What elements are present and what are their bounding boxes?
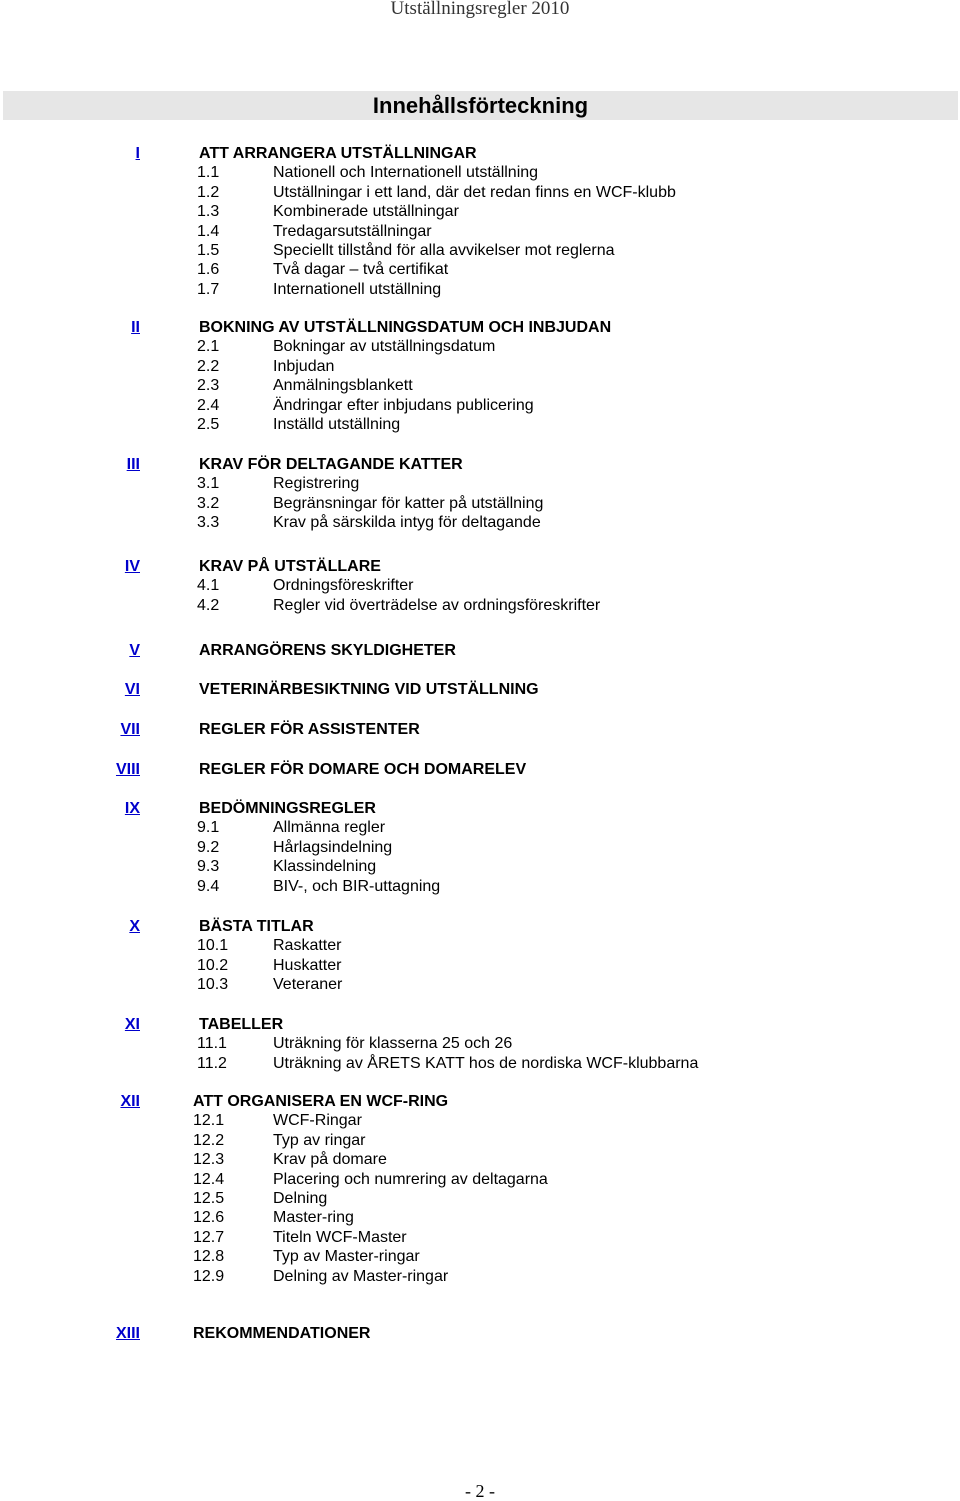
section-heading: ARRANGÖRENS SKYLDIGHETER bbox=[199, 642, 456, 659]
subsection-title: Internationell utställning bbox=[273, 280, 442, 298]
subsection-number: 3.2 bbox=[197, 494, 220, 512]
subsection-title: Krav på särskilda intyg för deltagande bbox=[273, 514, 541, 532]
section-numeral-link[interactable]: IV bbox=[124, 558, 140, 575]
section-heading: ATT ARRANGERA UTSTÄLLNINGAR bbox=[199, 145, 477, 162]
subsection-title: Typ av Master-ringar bbox=[273, 1248, 420, 1266]
subsection-title: Ordningsföreskrifter bbox=[273, 577, 414, 595]
subsection-number: 1.6 bbox=[197, 261, 220, 279]
subsection-title: Kombinerade utställningar bbox=[273, 203, 459, 221]
subsection-title: Inställd utställning bbox=[273, 415, 401, 433]
subsection-title: Raskatter bbox=[273, 937, 342, 955]
subsection-title: Allmänna regler bbox=[273, 819, 386, 837]
section-heading: KRAV FÖR DELTAGANDE KATTER bbox=[199, 456, 463, 473]
section-heading: REGLER FÖR DOMARE OCH DOMARELEV bbox=[199, 761, 527, 778]
toc-title-bar bbox=[3, 91, 958, 120]
subsection-number: 2.4 bbox=[197, 396, 220, 414]
section-heading: BOKNING AV UTSTÄLLNINGSDATUM OCH INBJUDAN bbox=[199, 319, 612, 336]
page-title: Innehållsförteckning bbox=[372, 93, 589, 118]
subsection-title: Registrering bbox=[273, 475, 360, 493]
subsection-number: 9.1 bbox=[197, 819, 220, 837]
subsection-title: Bokningar av utställningsdatum bbox=[273, 338, 496, 356]
subsection-title: Huskatter bbox=[273, 956, 342, 974]
subsection-number: 4.1 bbox=[197, 577, 220, 595]
section-numeral-link[interactable]: III bbox=[126, 456, 140, 473]
subsection-title: Typ av ringar bbox=[273, 1131, 366, 1149]
section-numeral-link[interactable]: V bbox=[129, 642, 140, 659]
section-numeral-link[interactable]: VII bbox=[120, 721, 140, 738]
page-number: - 2 - bbox=[465, 1481, 495, 1501]
subsection-title: Nationell och Internationell utställning bbox=[273, 164, 539, 182]
subsection-number: 1.5 bbox=[197, 241, 220, 259]
section-heading: ATT ORGANISERA EN WCF-RING bbox=[193, 1093, 449, 1110]
subsection-number: 12.9 bbox=[193, 1267, 225, 1285]
subsection-number: 1.7 bbox=[197, 280, 220, 298]
section-heading: BEDÖMNINGSREGLER bbox=[199, 800, 376, 817]
subsection-title: Uträkning av ÅRETS KATT hos de nordiska WCF-klubbarna bbox=[273, 1054, 699, 1072]
subsection-number: 10.1 bbox=[197, 937, 229, 955]
subsection-number: 3.1 bbox=[197, 475, 220, 493]
section-heading: BÄSTA TITLAR bbox=[199, 918, 314, 935]
section-numeral-link[interactable]: I bbox=[135, 145, 140, 162]
subsection-title: Titeln WCF-Master bbox=[273, 1228, 407, 1246]
section-numeral-link[interactable]: XIII bbox=[115, 1325, 140, 1342]
subsection-title: Utställningar i ett land, där det redan finns en WCF-klubb bbox=[273, 183, 676, 201]
subsection-title: Krav på domare bbox=[273, 1151, 387, 1169]
subsection-title: Tredagarsutställningar bbox=[273, 222, 432, 240]
subsection-number: 4.2 bbox=[197, 596, 220, 614]
subsection-number: 1.3 bbox=[197, 203, 220, 221]
section-numeral-link[interactable]: II bbox=[131, 319, 140, 336]
subsection-number: 12.7 bbox=[193, 1228, 225, 1246]
subsection-title: Ändringar efter inbjudans publicering bbox=[273, 396, 534, 414]
section-heading: REGLER FÖR ASSISTENTER bbox=[199, 721, 420, 738]
section-numeral-link[interactable]: XII bbox=[120, 1093, 140, 1110]
subsection-number: 10.2 bbox=[197, 956, 229, 974]
subsection-number: 12.3 bbox=[193, 1151, 225, 1169]
section-numeral-link[interactable]: X bbox=[129, 918, 140, 935]
subsection-number: 1.4 bbox=[197, 222, 220, 240]
section-heading: REKOMMENDATIONER bbox=[193, 1325, 371, 1342]
subsection-number: 12.8 bbox=[193, 1248, 225, 1266]
subsection-number: 2.1 bbox=[197, 338, 220, 356]
subsection-title: Delning av Master-ringar bbox=[273, 1267, 449, 1285]
subsection-number: 9.4 bbox=[197, 877, 220, 895]
subsection-number: 12.6 bbox=[193, 1209, 225, 1227]
subsection-number: 9.3 bbox=[197, 858, 220, 876]
subsection-title: Uträkning för klasserna 25 och 26 bbox=[273, 1035, 513, 1053]
subsection-number: 3.3 bbox=[197, 514, 220, 532]
subsection-number: 9.2 bbox=[197, 838, 220, 856]
subsection-number: 12.5 bbox=[193, 1189, 225, 1207]
subsection-title: Hårlagsindelning bbox=[273, 838, 393, 856]
subsection-title: Speciellt tillstånd för alla avvikelser mot reglerna bbox=[273, 241, 615, 259]
section-heading: KRAV PÅ UTSTÄLLARE bbox=[199, 558, 381, 575]
section-numeral-link[interactable]: IX bbox=[124, 800, 140, 817]
subsection-title: Regler vid överträdelse av ordningsföreskrifter bbox=[273, 596, 601, 614]
subsection-number: 10.3 bbox=[197, 976, 229, 994]
section-numeral-link[interactable]: VI bbox=[124, 681, 140, 698]
subsection-title: Anmälningsblankett bbox=[273, 377, 413, 395]
section-numeral-link[interactable]: VIII bbox=[115, 761, 140, 778]
subsection-title: Master-ring bbox=[273, 1209, 354, 1227]
subsection-number: 12.2 bbox=[193, 1131, 225, 1149]
subsection-number: 2.5 bbox=[197, 415, 220, 433]
section-heading: VETERINÄRBESIKTNING VID UTSTÄLLNING bbox=[199, 681, 539, 698]
subsection-number: 2.3 bbox=[197, 377, 220, 395]
section-numeral-link[interactable]: XI bbox=[124, 1016, 140, 1033]
section-heading: TABELLER bbox=[199, 1016, 284, 1033]
running-header: Utställningsregler 2010 bbox=[390, 0, 570, 19]
subsection-number: 1.2 bbox=[197, 183, 220, 201]
subsection-number: 12.4 bbox=[193, 1170, 225, 1188]
subsection-title: Två dagar – två certifikat bbox=[273, 261, 449, 279]
subsection-title: WCF-Ringar bbox=[273, 1112, 362, 1130]
subsection-title: Klassindelning bbox=[273, 858, 377, 876]
subsection-number: 2.2 bbox=[197, 357, 220, 375]
subsection-title: Placering och numrering av deltagarna bbox=[273, 1170, 548, 1188]
subsection-title: Veteraner bbox=[273, 976, 343, 994]
subsection-number: 12.1 bbox=[193, 1112, 225, 1130]
subsection-number: 11.2 bbox=[197, 1054, 227, 1072]
subsection-number: 11.1 bbox=[197, 1035, 227, 1053]
subsection-number: 1.1 bbox=[197, 164, 220, 182]
subsection-title: BIV-, och BIR-uttagning bbox=[273, 877, 441, 895]
subsection-title: Inbjudan bbox=[273, 357, 335, 375]
subsection-title: Begränsningar för katter på utställning bbox=[273, 494, 544, 512]
subsection-title: Delning bbox=[273, 1189, 328, 1207]
